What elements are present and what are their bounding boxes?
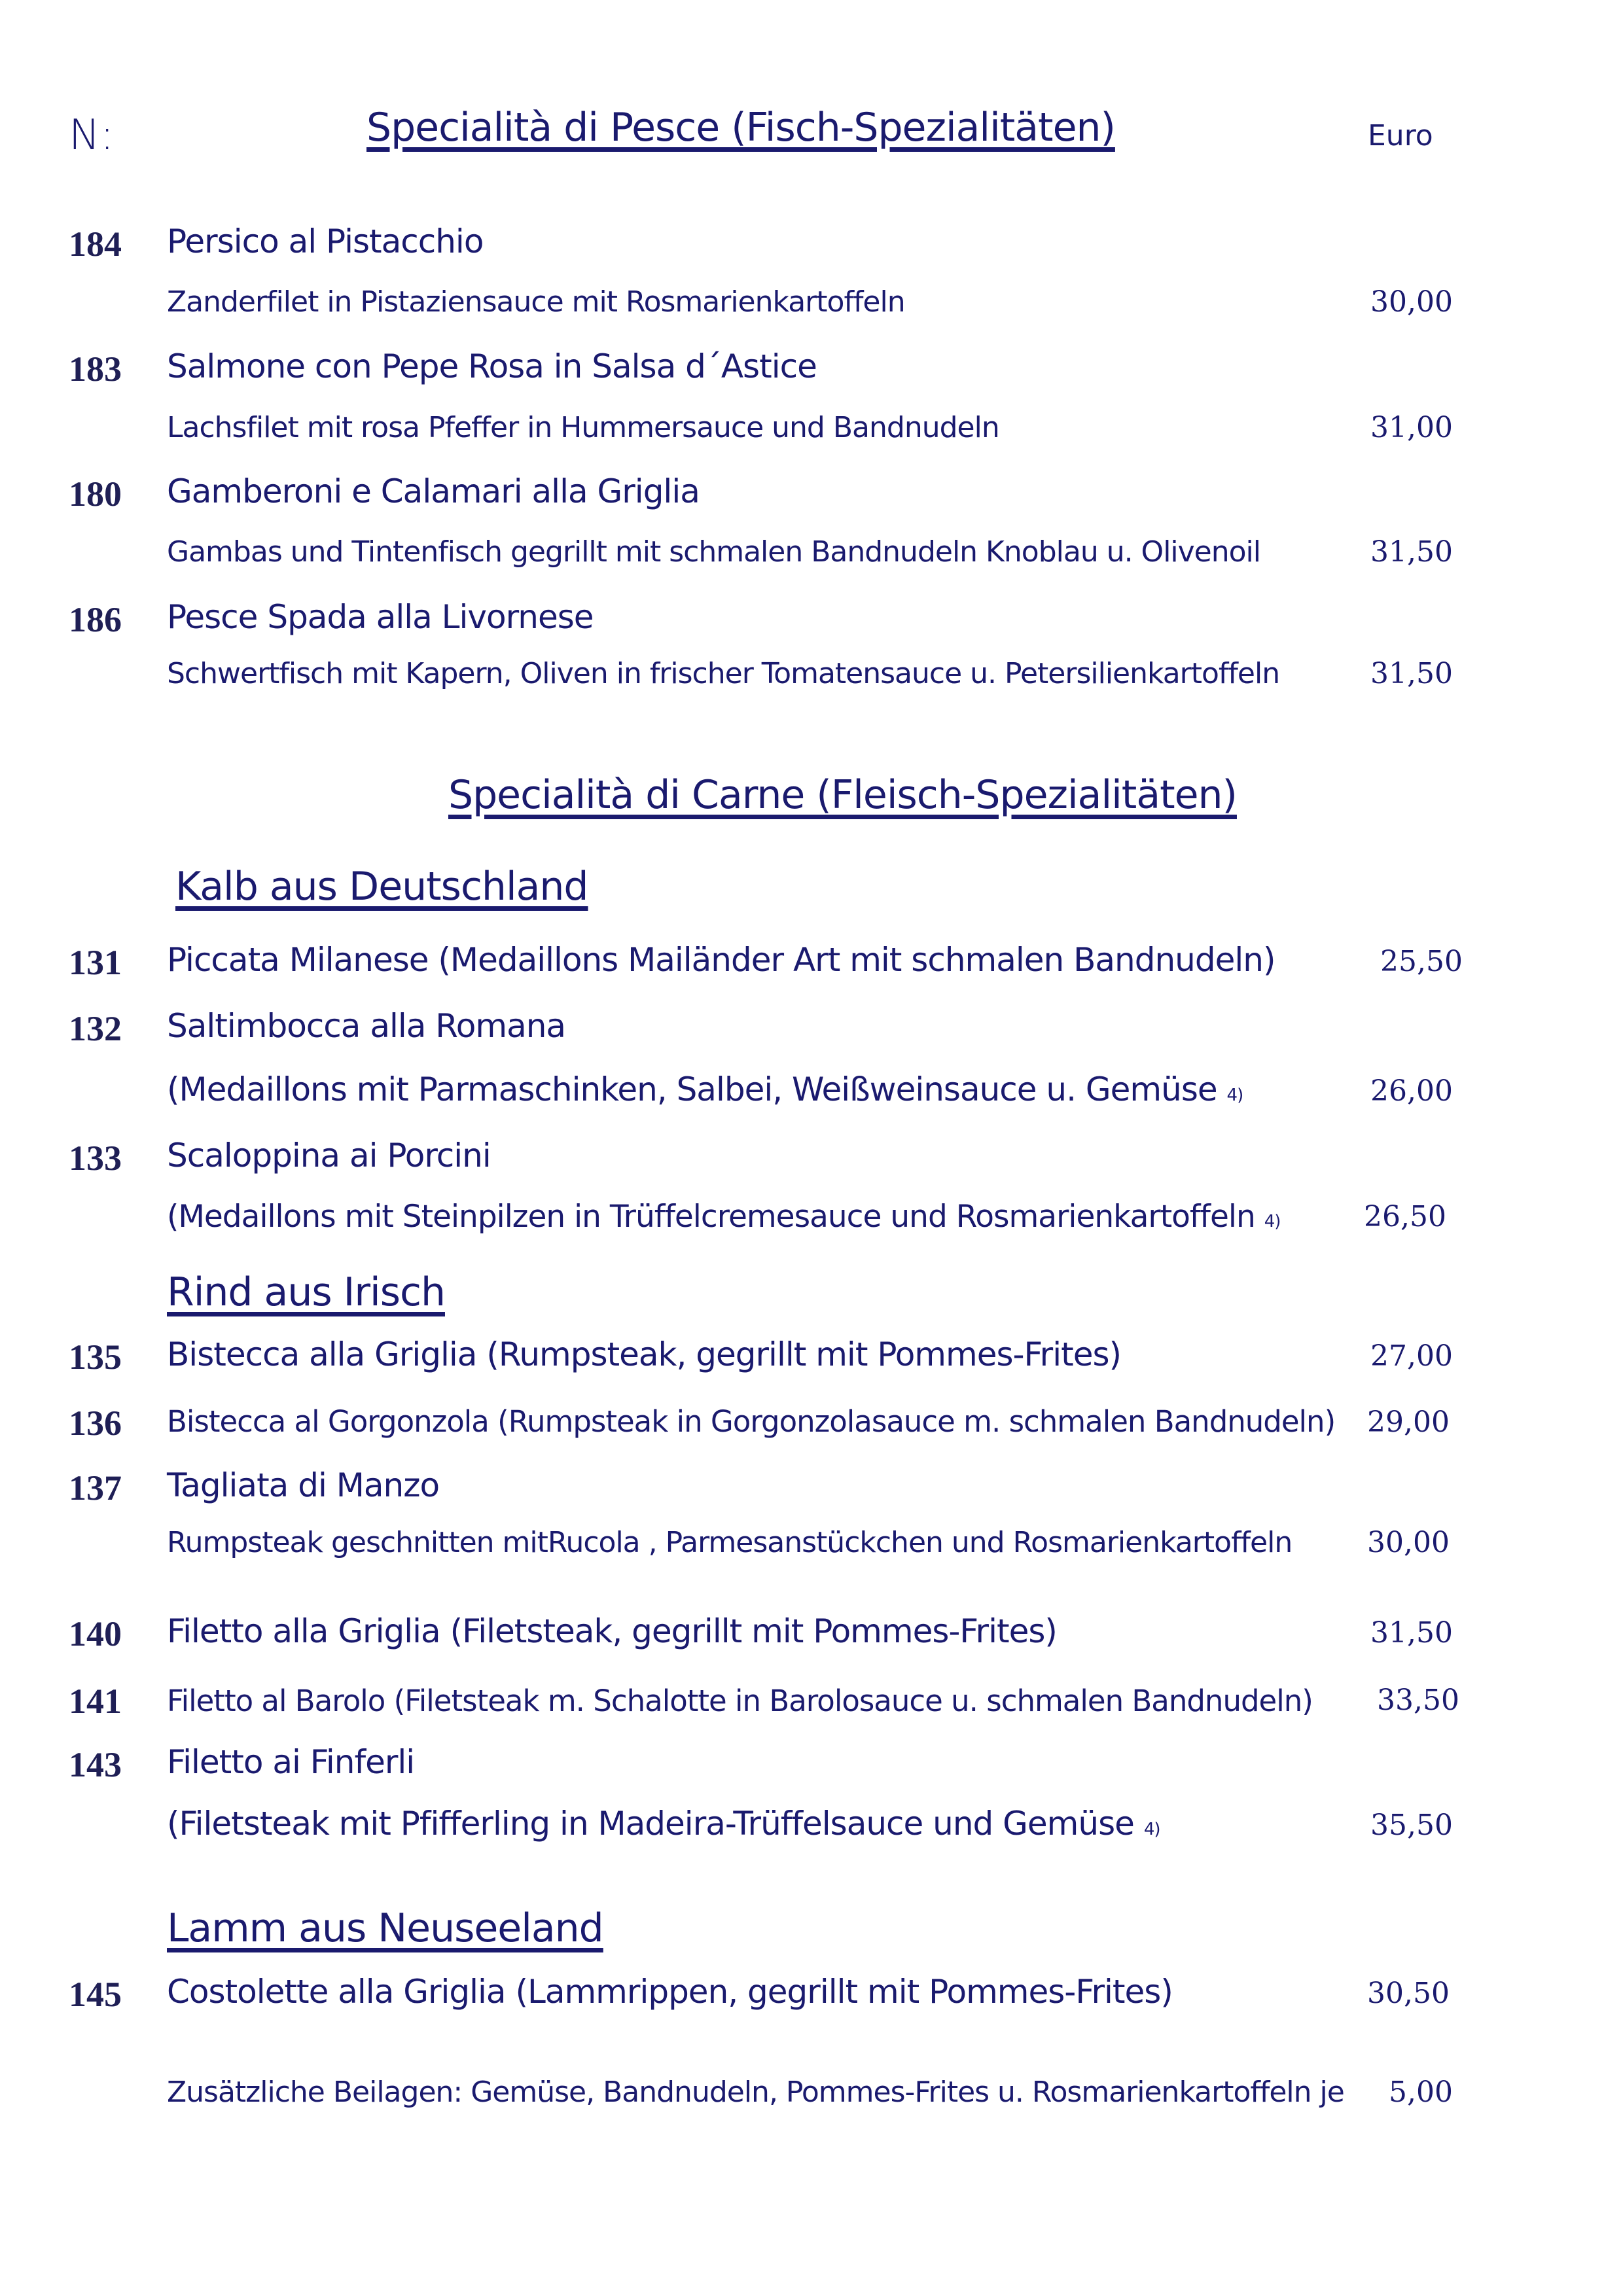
item-name: Saltimbocca alla Romana	[167, 1007, 566, 1045]
item-name: Pesce Spada alla Livornese	[167, 598, 594, 636]
item-price: 26,00	[1370, 1074, 1453, 1108]
item-description: (Medaillons mit Parmaschinken, Salbei, Weißweinsauce u. Gemüse 4)	[167, 1070, 1243, 1108]
item-price: 35,50	[1370, 1809, 1453, 1842]
item-number: 131	[69, 943, 122, 982]
item-name: Filetto ai Finferli	[167, 1743, 415, 1781]
item-description: Lachsfilet mit rosa Pfeffer in Hummersauce und Bandnudeln	[167, 411, 999, 444]
item-name: Tagliata di Manzo	[167, 1466, 440, 1504]
currency-column-label: Euro	[1368, 119, 1433, 152]
item-name: Scaloppina ai Porcini	[167, 1137, 491, 1174]
item-price: 31,00	[1370, 411, 1453, 444]
item-number: 184	[69, 224, 122, 264]
subsection-heading-rind: Rind aus Irisch	[167, 1269, 445, 1315]
fish-section-title: Specialità di Pesce (Fisch-Spezialitäten)	[366, 105, 1115, 150]
item-description: Zanderfilet in Pistaziensauce mit Rosmarienkartoffeln	[167, 285, 905, 319]
item-price: 31,50	[1370, 535, 1453, 569]
item-number: 133	[69, 1139, 122, 1178]
allergen-note: 4)	[1143, 1820, 1160, 1839]
item-name: Costolette alla Griglia (Lammrippen, gegrillt mit Pommes-Frites)	[167, 1973, 1173, 2011]
side-dishes-note: Zusätzliche Beilagen: Gemüse, Bandnudeln, Pommes-Frites u. Rosmarienkartoffeln je	[167, 2075, 1344, 2109]
item-price: 26,50	[1364, 1200, 1446, 1233]
item-name: Filetto alla Griglia (Filetsteak, gegrillt mit Pommes-Frites)	[167, 1612, 1057, 1650]
item-price: 31,50	[1370, 1616, 1453, 1650]
item-number: 180	[69, 474, 122, 514]
item-name: Salmone con Pepe Rosa in Salsa d´Astice	[167, 347, 817, 385]
item-description: (Filetsteak mit Pfifferling in Madeira-Trüffelsauce und Gemüse 4)	[167, 1805, 1160, 1843]
item-price: 27,00	[1370, 1339, 1453, 1373]
item-number: 135	[69, 1337, 122, 1377]
item-name: Filetto al Barolo (Filetsteak m. Schalotte in Barolosauce u. schmalen Bandnudeln)	[167, 1684, 1313, 1718]
item-number: 136	[69, 1404, 122, 1443]
allergen-note: 4)	[1226, 1086, 1243, 1105]
item-price: 30,00	[1367, 1526, 1450, 1559]
subsection-heading-lamm: Lamm aus Neuseeland	[167, 1905, 603, 1951]
item-name: Bistecca alla Griglia (Rumpsteak, gegrillt mit Pommes-Frites)	[167, 1335, 1122, 1373]
item-price: 31,50	[1370, 657, 1453, 690]
allergen-note: 4)	[1264, 1212, 1281, 1231]
item-number: 145	[69, 1975, 122, 2014]
item-price: 30,50	[1367, 1977, 1450, 2010]
item-number: 141	[69, 1682, 122, 1721]
subsection-heading-kalb: Kalb aus Deutschland	[175, 864, 588, 910]
meat-section-title: Specialità di Carne (Fleisch-Spezialitäten)	[448, 772, 1237, 818]
item-name: Persico al Pistacchio	[167, 222, 484, 260]
item-price: 29,00	[1367, 1405, 1450, 1439]
item-name: Piccata Milanese (Medaillons Mailänder Art mit schmalen Bandnudeln)	[167, 941, 1275, 979]
item-description: (Medaillons mit Steinpilzen in Trüffelcremesauce und Rosmarienkartoffeln 4)	[167, 1199, 1281, 1235]
item-number: 183	[69, 349, 122, 389]
item-number: 140	[69, 1614, 122, 1653]
item-price: 33,50	[1377, 1684, 1459, 1717]
item-number: 137	[69, 1468, 122, 1508]
item-price: 30,00	[1370, 285, 1453, 319]
item-number: 143	[69, 1745, 122, 1784]
item-description: Gambas und Tintenfisch gegrillt mit schmalen Bandnudeln Knoblau u. Olivenoil	[167, 535, 1261, 569]
item-description: Rumpsteak geschnitten mitRucola , Parmesanstückchen und Rosmarienkartoffeln	[167, 1526, 1293, 1559]
item-number: 132	[69, 1009, 122, 1048]
item-name: Bistecca al Gorgonzola (Rumpsteak in Gorgonzolasauce m. schmalen Bandnudeln)	[167, 1404, 1336, 1439]
item-name: Gamberoni e Calamari alla Griglia	[167, 472, 700, 510]
side-dishes-price: 5,00	[1389, 2075, 1453, 2109]
number-column-label: N:	[69, 111, 115, 160]
item-number: 186	[69, 600, 122, 639]
item-description: Schwertfisch mit Kapern, Oliven in frischer Tomatensauce u. Petersilienkartoffeln	[167, 657, 1280, 690]
item-price: 25,50	[1380, 945, 1463, 978]
